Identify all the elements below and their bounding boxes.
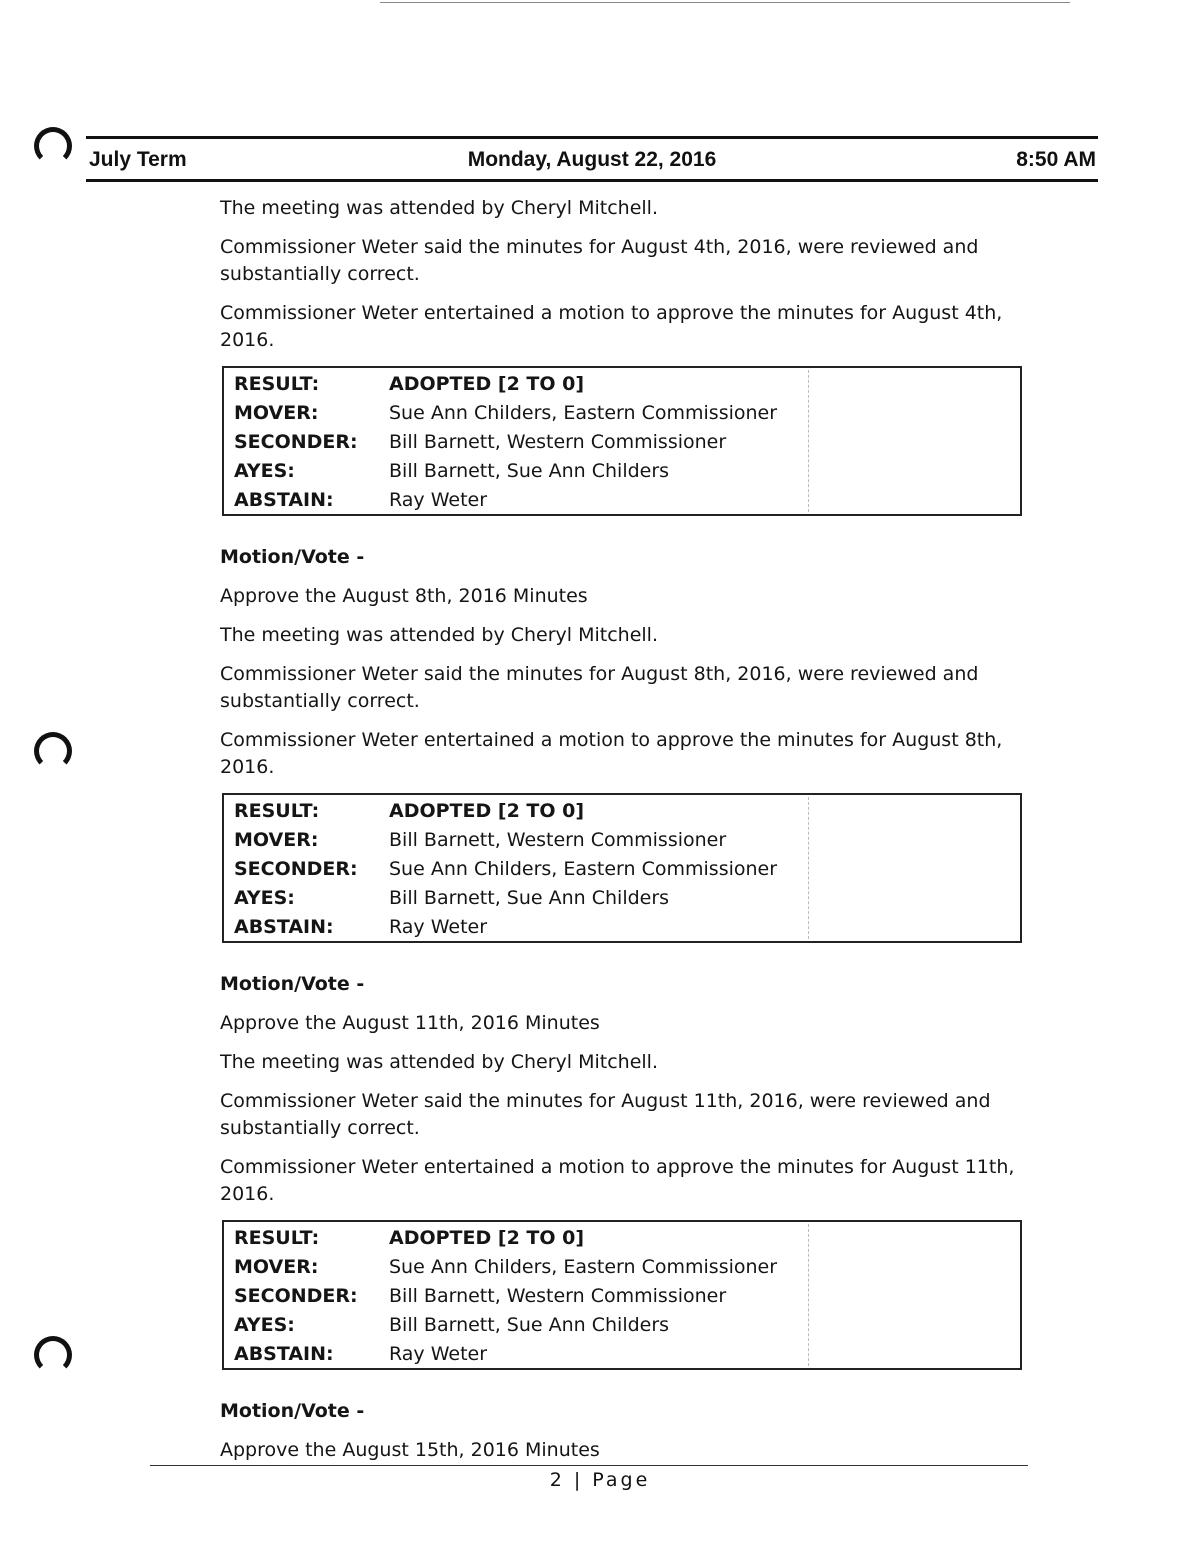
vote-value: Bill Barnett, Western Commissioner <box>389 1285 727 1307</box>
punch-hole-icon <box>34 127 72 165</box>
vote-label: ABSTAIN: <box>234 916 334 938</box>
vote-label: ABSTAIN: <box>234 1343 334 1365</box>
vote-label: MOVER: <box>234 829 319 851</box>
motion-title: Approve the August 15th, 2016 Minutes <box>220 1439 600 1461</box>
vote-label: RESULT: <box>234 1227 320 1249</box>
vote-value: ADOPTED [2 TO 0] <box>389 1227 585 1249</box>
motion-heading: Motion/Vote - <box>220 973 365 995</box>
attendance-text: The meeting was attended by Cheryl Mitchell. <box>220 197 658 219</box>
scan-top-rule <box>380 2 1070 3</box>
vote-value: ADOPTED [2 TO 0] <box>389 800 585 822</box>
vote-label: ABSTAIN: <box>234 489 334 511</box>
vote-value: Sue Ann Childers, Eastern Commissioner <box>389 402 778 424</box>
vote-value: Bill Barnett, Sue Ann Childers <box>389 887 670 909</box>
table-divider <box>808 797 809 939</box>
vote-table <box>222 366 1022 516</box>
term-label: July Term <box>89 148 187 171</box>
attendance-text: The meeting was attended by Cheryl Mitchell. <box>220 624 658 646</box>
motion-title: Approve the August 11th, 2016 Minutes <box>220 1012 600 1034</box>
vote-value: Bill Barnett, Sue Ann Childers <box>389 460 670 482</box>
vote-label: MOVER: <box>234 402 319 424</box>
vote-label: SECONDER: <box>234 431 358 453</box>
vote-value: Bill Barnett, Western Commissioner <box>389 431 727 453</box>
vote-label: RESULT: <box>234 373 320 395</box>
review-text: Commissioner Weter said the minutes for August 4th, 2016, were reviewed and substantially correct. <box>220 236 979 285</box>
vote-label: SECONDER: <box>234 1285 358 1307</box>
table-divider <box>808 1224 809 1366</box>
vote-label: AYES: <box>234 887 295 909</box>
motion-title: Approve the August 8th, 2016 Minutes <box>220 585 588 607</box>
footer-rule <box>150 1465 1028 1466</box>
vote-value: ADOPTED [2 TO 0] <box>389 373 585 395</box>
page-number: 2 | Page <box>549 1469 651 1491</box>
motion-heading: Motion/Vote - <box>220 546 365 568</box>
vote-table <box>222 793 1022 943</box>
review-text: Commissioner Weter said the minutes for August 8th, 2016, were reviewed and substantially correct. <box>220 663 979 712</box>
motion-heading: Motion/Vote - <box>220 1400 365 1422</box>
vote-label: RESULT: <box>234 800 320 822</box>
punch-hole-icon <box>34 732 72 770</box>
vote-label: AYES: <box>234 460 295 482</box>
vote-value: Ray Weter <box>389 916 488 938</box>
vote-label: AYES: <box>234 1314 295 1336</box>
page-header <box>86 136 1098 182</box>
vote-value: Ray Weter <box>389 1343 488 1365</box>
attendance-text: The meeting was attended by Cheryl Mitchell. <box>220 1051 658 1073</box>
motion-text: Commissioner Weter entertained a motion to approve the minutes for August 11th, 2016. <box>220 1156 1015 1205</box>
minutes-body <box>220 195 1020 1476</box>
motion-text: Commissioner Weter entertained a motion to approve the minutes for August 8th, 2016. <box>220 729 1003 778</box>
vote-table <box>222 1220 1022 1370</box>
review-text: Commissioner Weter said the minutes for August 11th, 2016, were reviewed and substantially correct. <box>220 1090 991 1139</box>
vote-value: Bill Barnett, Sue Ann Childers <box>389 1314 670 1336</box>
meeting-time: 8:50 AM <box>1016 148 1096 171</box>
vote-value: Ray Weter <box>389 489 488 511</box>
vote-value: Sue Ann Childers, Eastern Commissioner <box>389 1256 778 1278</box>
meeting-date: Monday, August 22, 2016 <box>467 148 717 171</box>
vote-label: SECONDER: <box>234 858 358 880</box>
vote-label: MOVER: <box>234 1256 319 1278</box>
punch-hole-icon <box>34 1336 72 1374</box>
vote-value: Bill Barnett, Western Commissioner <box>389 829 727 851</box>
vote-value: Sue Ann Childers, Eastern Commissioner <box>389 858 778 880</box>
table-divider <box>808 370 809 512</box>
motion-text: Commissioner Weter entertained a motion to approve the minutes for August 4th, 2016. <box>220 302 1003 351</box>
